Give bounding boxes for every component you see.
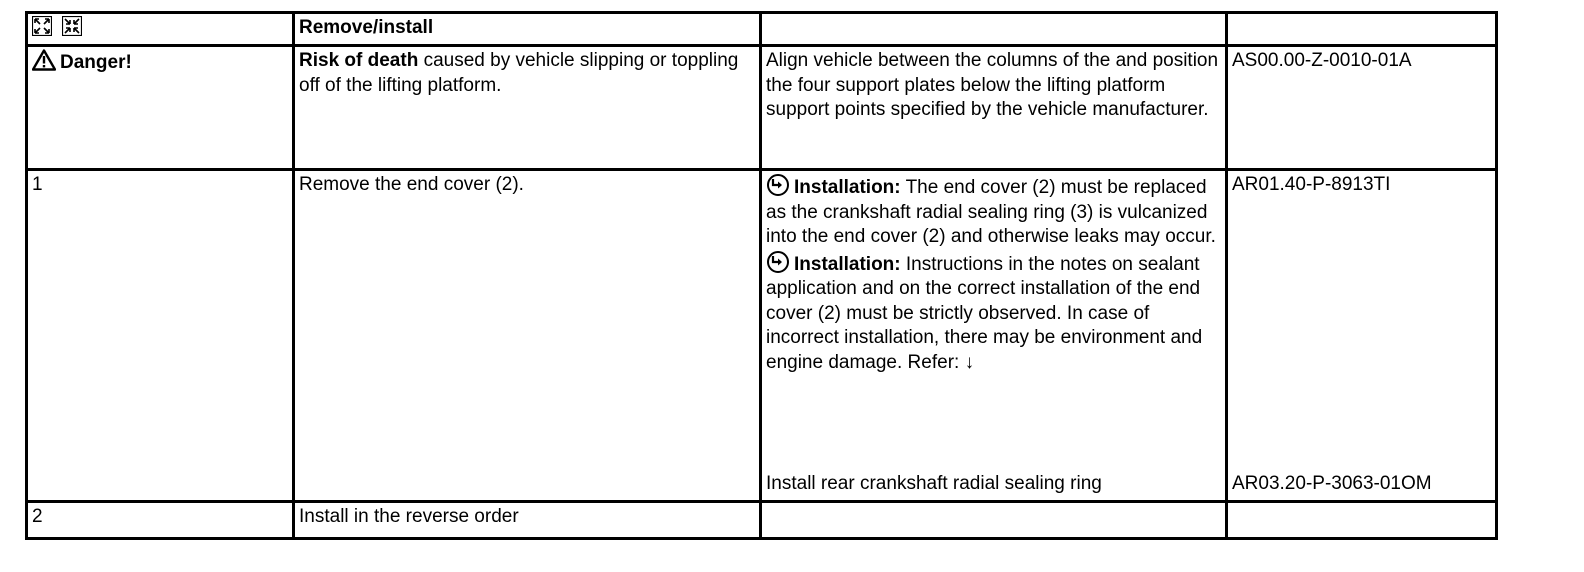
procedure-table [25,11,1498,540]
header-empty-4 [1227,13,1497,46]
step1-ref-link[interactable]: AR01.40-P-8913TI [1232,174,1391,195]
installation-note-1 [766,173,1221,250]
danger-row [27,46,1497,170]
collapse-icon[interactable] [62,16,82,36]
sub-instruction-link[interactable]: Install rear crankshaft radial sealing ring [766,472,1102,494]
installation-arrow-icon [766,173,790,197]
danger-label: Danger! [60,52,132,73]
danger-risk-cell [294,46,761,170]
step1-row [27,170,1497,502]
step1-action: Remove the end cover (2). [294,170,761,502]
step2-row [27,502,1497,539]
installation-label-1: Installation: [794,177,901,198]
step2-number: 2 [27,502,294,539]
warning-triangle-icon [32,49,56,71]
header-row [27,13,1497,46]
header-title: Remove/install [294,13,761,46]
step2-action: Install in the reverse order [294,502,761,539]
installation-label-2: Installation: [794,253,901,275]
step1-ref-cell [1227,170,1497,502]
step2-empty-4 [1227,502,1497,539]
installation-text-1: The end cover (2) must be replaced as the crankshaft radial sealing ring (3) is vulcanized into the end cover (2) and otherwise leaks may occur. [766,177,1216,247]
step2-empty-3 [761,502,1227,539]
danger-instruction: Align vehicle between the columns of the and position the four support plates below the lifting platform support points specified by the vehicle manufacturer. [761,46,1227,170]
danger-ref-link[interactable]: AS00.00-Z-0010-01A [1227,46,1497,170]
header-empty-3 [761,13,1227,46]
installation-text-2: Instructions in the notes on sealant application and on the correct installation of the end cover (2) must be strictly observed. In case of incorrect installation, there may be environment and engine damage. Refer: ↓ [766,253,1203,373]
risk-bold-text: Risk of death [299,50,419,71]
step1-number: 1 [27,170,294,502]
sub-ref-link[interactable]: AR03.20-P-3063-01OM [1232,472,1432,494]
risk-text: caused by vehicle slipping or toppling off of the lifting platform. [299,50,739,96]
step1-notes-cell [761,170,1227,502]
header-icons-cell [27,13,294,46]
installation-note-2 [766,250,1221,376]
installation-arrow-icon [766,250,790,274]
danger-label-cell [27,46,294,170]
expand-icon[interactable] [32,16,52,36]
